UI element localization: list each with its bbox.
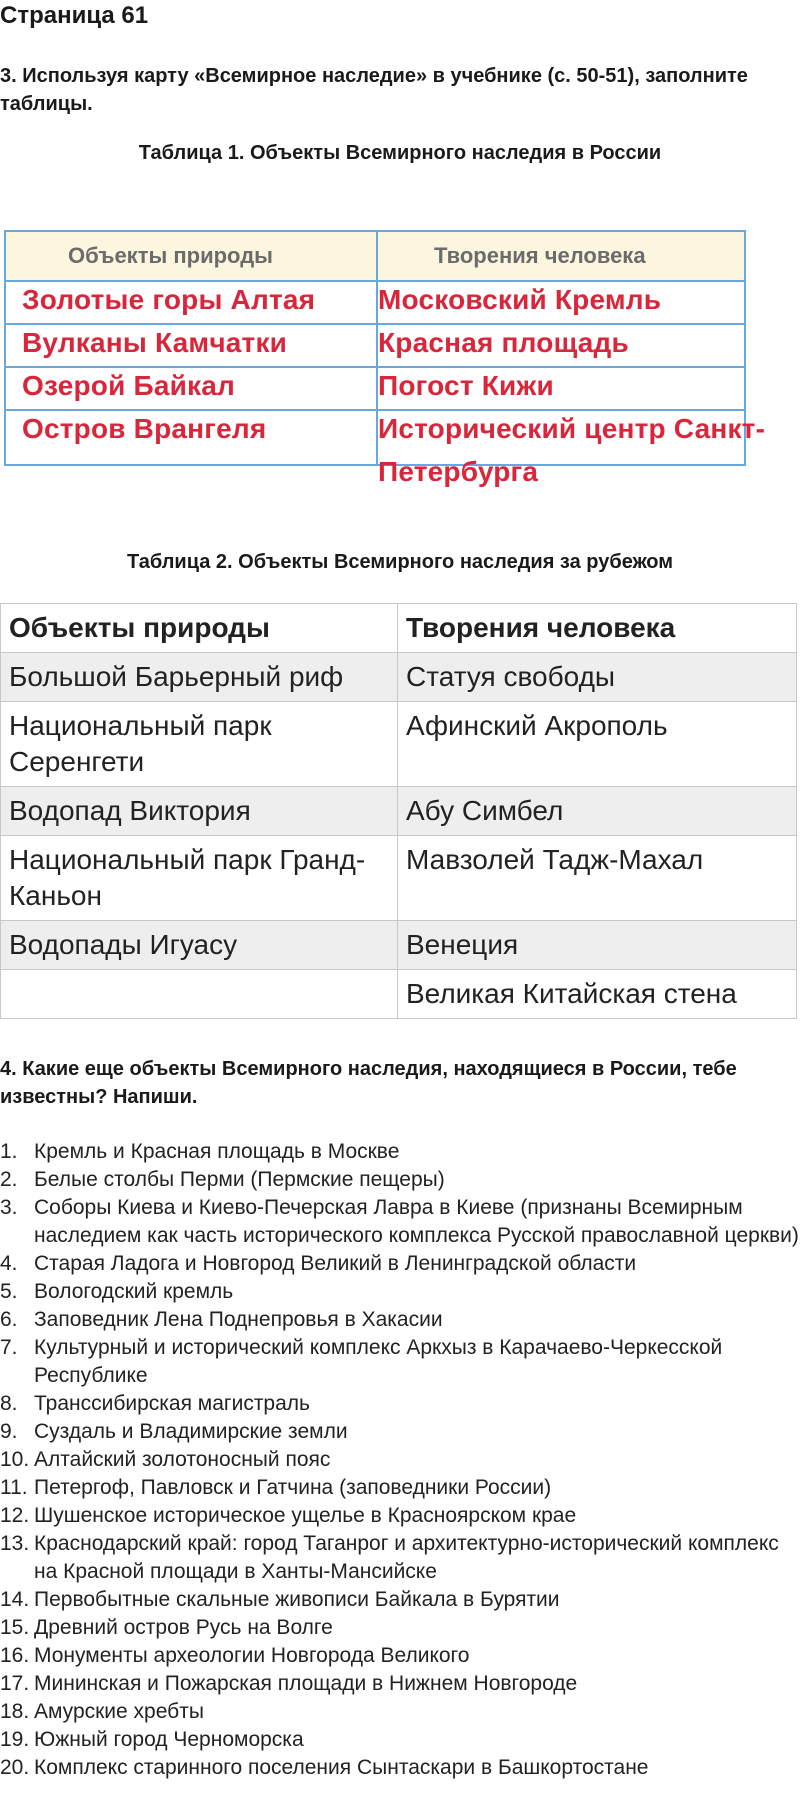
list-item-number: 11. [0, 1476, 28, 1499]
list-item-number: 13. [0, 1532, 30, 1555]
table-2-header-row [1, 604, 797, 653]
list-item [0, 1418, 800, 1446]
list-item-number: 16. [0, 1644, 30, 1667]
table-row [1, 921, 797, 970]
table-1-row-divider [6, 409, 744, 411]
list-item [0, 1698, 800, 1726]
list-item-text: Культурный и исторический комплекс Аркхыз в Карачаево-Черкесской Республике [34, 1336, 723, 1387]
list-item-text: Краснодарский край: город Таганрог и архитектурно-исторический комплекс на Красной площади в Ханты-Мансийске [34, 1532, 779, 1583]
list-item-text: Заповедник Лена Поднепровья в Хакасии [34, 1308, 443, 1331]
list-item-number: 8. [0, 1392, 18, 1415]
list-item-text: Вологодский кремль [34, 1280, 234, 1303]
list-item [0, 1474, 800, 1502]
list-item [0, 1390, 800, 1418]
table-1-nature-cell: Вулканы Камчатки [22, 327, 288, 358]
table-1 [4, 230, 766, 487]
list-item-number: 19. [0, 1728, 30, 1751]
list-item-text: Кремль и Красная площадь в Москве [34, 1140, 400, 1163]
answer-list [0, 1138, 800, 1782]
table-1-nature-cell: Остров Врангеля [22, 413, 267, 444]
table-1-human-cell: Петербурга [378, 456, 539, 487]
table-2-caption: Таблица 2. Объекты Всемирного наследия за рубежом [127, 551, 673, 573]
list-item-text: Южный город Черноморска [34, 1728, 304, 1751]
list-item [0, 1754, 800, 1782]
table-1-row-divider [6, 366, 744, 368]
list-item-number: 9. [0, 1420, 18, 1443]
list-item [0, 1138, 800, 1166]
list-item [0, 1194, 800, 1250]
table-2-nature-cell [1, 970, 398, 1019]
table-row [1, 702, 797, 787]
list-item-number: 2. [0, 1168, 18, 1191]
table-2-human-cell: Венеция [398, 921, 797, 970]
list-item-text: Амурские хребты [34, 1700, 204, 1723]
table-1-human-cell: Красная площадь [378, 327, 629, 358]
table-1-header-nature: Объекты природы [68, 243, 273, 268]
list-item-text: Комплекс старинного поселения Сынтаскари в Башкортостане [34, 1756, 649, 1779]
table-2-nature-cell: Национальный парк Гранд-Каньон [1, 836, 398, 921]
table-2-human-cell: Статуя свободы [398, 653, 797, 702]
table-2-header-human: Творения человека [398, 604, 797, 653]
list-item-text: Белые столбы Перми (Пермские пещеры) [34, 1168, 445, 1191]
list-item [0, 1306, 800, 1334]
list-item [0, 1334, 800, 1390]
table-2-nature-cell: Большой Барьерный риф [1, 653, 398, 702]
list-item-number: 12. [0, 1504, 30, 1527]
task-3-prompt: 3. Используя карту «Всемирное наследие» в учебнике (с. 50-51), заполните таблицы. [0, 65, 748, 115]
table-1-header-human: Творения человека [434, 243, 646, 268]
table-1-nature-cell: Озерой Байкал [22, 370, 235, 401]
table-1-caption: Таблица 1. Объекты Всемирного наследия в России [138, 142, 662, 164]
list-item-number: 15. [0, 1616, 30, 1639]
page-title: Страница 61 [0, 2, 149, 29]
list-item-text: Шушенское историческое ущелье в Красноярском крае [34, 1504, 577, 1527]
table-2-nature-cell: Водопады Игуасу [1, 921, 398, 970]
table-2-nature-cell: Водопад Виктория [1, 787, 398, 836]
table-2-human-cell: Мавзолей Тадж-Махал [398, 836, 797, 921]
list-item-text: Первобытные скальные живописи Байкала в Бурятии [34, 1588, 560, 1611]
list-item-text: Древний остров Русь на Волге [34, 1616, 333, 1639]
table-row [1, 970, 797, 1019]
task-4-prompt: 4. Какие еще объекты Всемирного наследия, находящиеся в России, тебе известны? Напиши. [0, 1058, 737, 1108]
table-row [1, 787, 797, 836]
list-item-text: Монументы археологии Новгорода Великого [34, 1644, 470, 1667]
table-1-header [6, 232, 744, 282]
list-item [0, 1642, 800, 1670]
list-item [0, 1670, 800, 1698]
table-1-nature-cell: Золотые горы Алтая [22, 284, 316, 315]
list-item-number: 14. [0, 1588, 30, 1611]
list-item-text: Старая Ладога и Новгород Великий в Ленинградской области [34, 1252, 637, 1275]
table-1-human-cell: Исторический центр Санкт- [378, 413, 766, 444]
list-item-text: Алтайский золотоносный пояс [34, 1448, 331, 1471]
list-item-number: 1. [0, 1140, 18, 1163]
list-item-text: Суздаль и Владимирские земли [34, 1420, 348, 1443]
list-item-number: 18. [0, 1700, 30, 1723]
table-2-human-cell: Абу Симбел [398, 787, 797, 836]
list-item-number: 4. [0, 1252, 18, 1275]
list-item [0, 1250, 800, 1278]
table-2-nature-cell: Национальный парк Серенгети [1, 702, 398, 787]
table-row [1, 653, 797, 702]
table-1-row-divider [6, 323, 744, 325]
table-2-human-cell: Великая Китайская стена [398, 970, 797, 1019]
list-item-text: Петергоф, Павловск и Гатчина (заповедники России) [34, 1476, 552, 1499]
list-item [0, 1586, 800, 1614]
list-item-number: 10. [0, 1448, 30, 1471]
table-2-header-nature: Объекты природы [1, 604, 398, 653]
list-item [0, 1726, 800, 1754]
list-item-number: 7. [0, 1336, 18, 1359]
table-1-human-cell: Московский Кремль [378, 284, 662, 315]
list-item [0, 1502, 800, 1530]
list-item [0, 1166, 800, 1194]
list-item [0, 1278, 800, 1306]
list-item [0, 1530, 800, 1586]
list-item-text: Транссибирская магистраль [34, 1392, 310, 1415]
table-2 [0, 603, 797, 1019]
list-item-number: 6. [0, 1308, 18, 1331]
list-item-text: Соборы Киева и Киево-Печерская Лавра в Киеве (признаны Всемирным наследием как часть исторического комплекса Русской православной церкви) [34, 1196, 799, 1247]
table-1-human-cell: Погост Кижи [378, 370, 554, 401]
list-item-text: Мининская и Пожарская площади в Нижнем Новгороде [34, 1672, 578, 1695]
table-2-human-cell: Афинский Акрополь [398, 702, 797, 787]
list-item-number: 20. [0, 1756, 30, 1779]
list-item [0, 1446, 800, 1474]
list-item-number: 5. [0, 1280, 18, 1303]
table-row [1, 836, 797, 921]
list-item-number: 17. [0, 1672, 30, 1695]
list-item-number: 3. [0, 1196, 18, 1219]
list-item [0, 1614, 800, 1642]
